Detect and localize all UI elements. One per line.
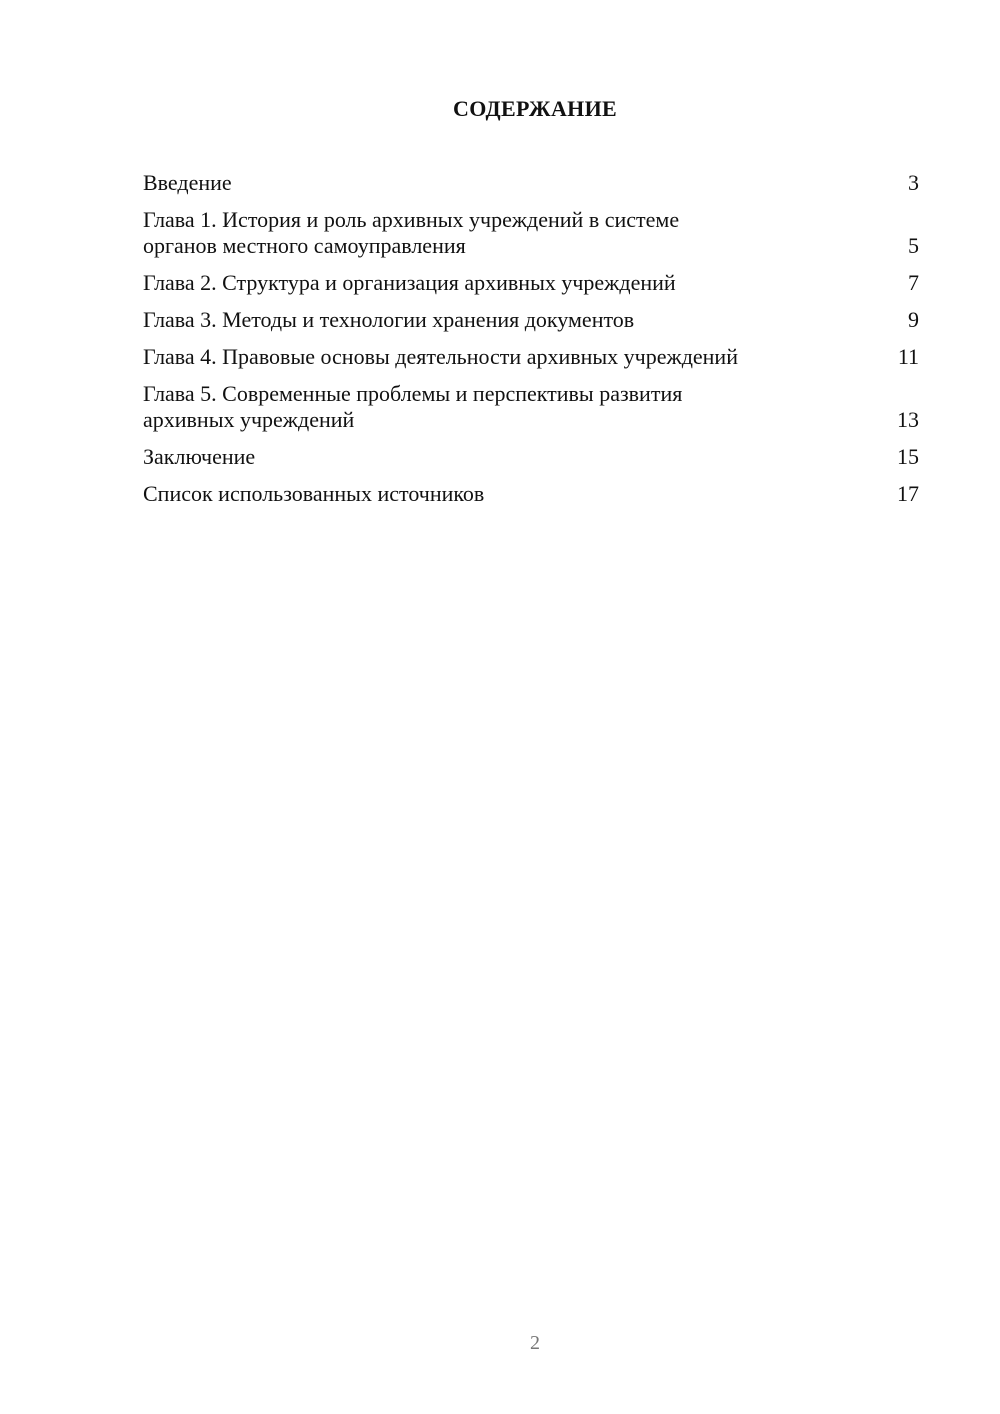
toc-entry-line: органов местного самоуправления xyxy=(143,233,466,258)
toc-entry-conclusion[interactable] xyxy=(143,444,919,470)
footer-page-number: 2 xyxy=(530,1332,540,1354)
toc-entry-line: Глава 1. История и роль архивных учреждений в системе xyxy=(143,207,680,232)
toc-entry-text xyxy=(143,481,889,507)
toc-entry-line: Заключение xyxy=(143,444,256,469)
toc-entry-text xyxy=(143,270,889,296)
toc-page-number: 13 xyxy=(897,407,919,432)
toc-page-number: 17 xyxy=(897,481,919,506)
toc-entry-line: Глава 2. Структура и организация архивных учреждений xyxy=(143,270,676,295)
toc-entry-chapter-1[interactable] xyxy=(143,207,919,259)
toc-entry-line: Список использованных источников xyxy=(143,481,485,506)
toc-page-number: 9 xyxy=(908,307,919,332)
toc-entry-line: Глава 4. Правовые основы деятельности архивных учреждений xyxy=(143,344,738,369)
toc-entry-chapter-5[interactable] xyxy=(143,381,919,433)
toc-entry-references[interactable] xyxy=(143,481,919,507)
toc-entry-chapter-2[interactable] xyxy=(143,270,919,296)
toc-entry-text xyxy=(143,444,889,470)
toc-entry-chapter-3[interactable] xyxy=(143,307,919,333)
toc-entry-line: Глава 3. Методы и технологии хранения документов xyxy=(143,307,635,332)
toc-page-number: 15 xyxy=(897,444,919,469)
toc-entry-text xyxy=(143,344,889,370)
toc-entry-line: Введение xyxy=(143,170,232,195)
table-of-contents xyxy=(143,170,919,518)
toc-entry-line: архивных учреждений xyxy=(143,407,355,432)
toc-entry-text xyxy=(143,307,889,333)
toc-page-number: 11 xyxy=(897,344,919,369)
toc-title: СОДЕРЖАНИЕ xyxy=(453,96,617,121)
toc-page-number: 3 xyxy=(908,170,919,195)
toc-entry-text xyxy=(143,381,889,433)
toc-entry-text xyxy=(143,207,889,259)
toc-entry-text xyxy=(143,170,889,196)
toc-entry-introduction[interactable] xyxy=(143,170,919,196)
toc-entry-chapter-4[interactable] xyxy=(143,344,919,370)
toc-page-number: 5 xyxy=(908,233,919,258)
toc-page-number: 7 xyxy=(908,270,919,295)
toc-entry-line: Глава 5. Современные проблемы и перспективы развития xyxy=(143,381,683,406)
